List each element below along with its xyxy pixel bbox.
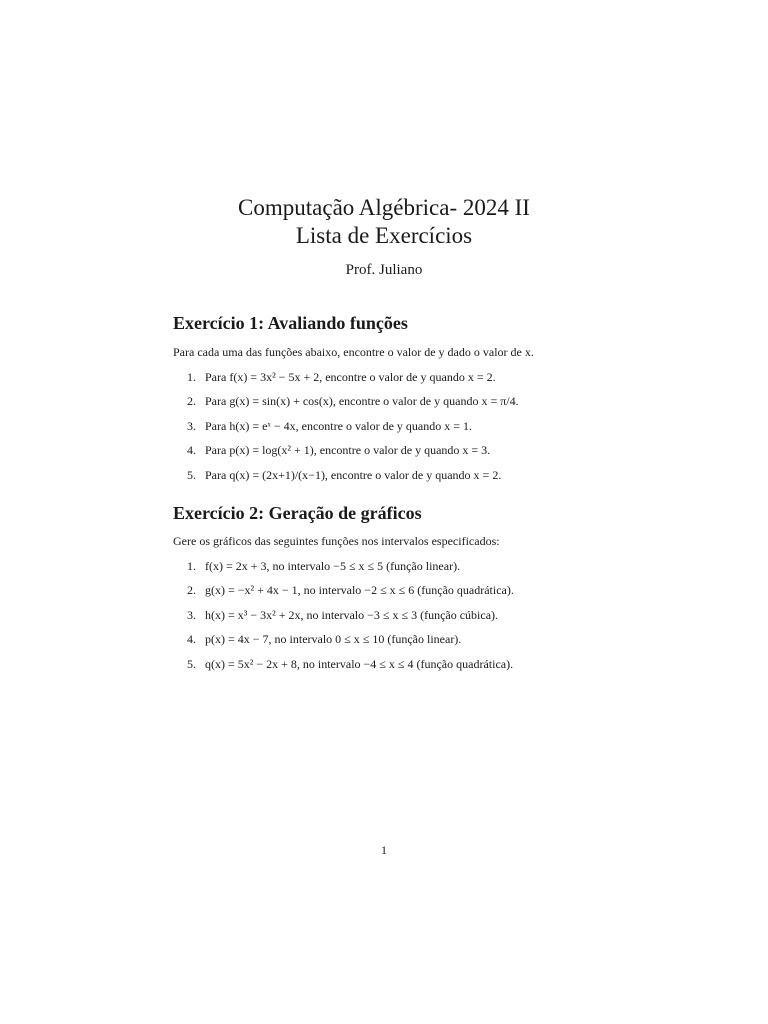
exercise-1-intro: Para cada uma das funções abaixo, encontre o valor de y dado o valor de x. <box>173 345 534 359</box>
list-item <box>187 467 501 483</box>
exercise-1-title: Exercício 1: Avaliando funções <box>173 313 408 333</box>
list-item <box>187 558 460 574</box>
item-text: Para g(x) = sin(x) + cos(x), encontre o valor de y quando x = π/4. <box>205 394 519 408</box>
title-block <box>0 194 768 250</box>
exercise-2-section <box>173 502 613 677</box>
item-text: p(x) = 4x − 7, no intervalo 0 ≤ x ≤ 10 (função linear). <box>205 632 462 646</box>
list-item <box>187 631 461 647</box>
document-subtitle: Lista de Exercícios <box>295 223 473 248</box>
author: Prof. Juliano <box>345 262 423 278</box>
document-title: Computação Algébrica- 2024 II <box>238 195 530 220</box>
item-text: Para h(x) = eˣ − 4x, encontre o valor de y quando x = 1. <box>205 419 473 433</box>
item-number: 5. <box>187 657 196 671</box>
item-number: 1. <box>187 370 196 384</box>
item-number: 3. <box>187 419 196 433</box>
item-text: g(x) = −x² + 4x − 1, no intervalo −2 ≤ x ≤ 6 (função quadrática). <box>205 583 514 597</box>
list-item <box>187 656 513 672</box>
item-text: f(x) = 2x + 3, no intervalo −5 ≤ x ≤ 5 (função linear). <box>205 559 461 573</box>
item-number: 4. <box>187 632 196 646</box>
item-number: 4. <box>187 443 196 457</box>
list-item <box>187 393 519 409</box>
item-text: Para p(x) = log(x² + 1), encontre o valor de y quando x = 3. <box>205 443 491 457</box>
exercise-2-title: Exercício 2: Geração de gráficos <box>173 503 422 523</box>
item-number: 5. <box>187 468 196 482</box>
item-text: Para q(x) = (2x+1)/(x−1), encontre o valor de y quando x = 2. <box>205 468 502 482</box>
list-item <box>187 442 490 458</box>
list-item <box>187 607 498 623</box>
list-item <box>187 418 472 434</box>
exercise-1-section <box>173 312 613 487</box>
exercise-2-intro: Gere os gráficos das seguintes funções nos intervalos especificados: <box>173 534 500 548</box>
item-number: 2. <box>187 583 196 597</box>
list-item <box>187 582 514 598</box>
item-text: h(x) = x³ − 3x² + 2x, no intervalo −3 ≤ x ≤ 3 (função cúbica). <box>205 608 499 622</box>
page-number: 1 <box>381 843 387 857</box>
item-number: 1. <box>187 559 196 573</box>
item-number: 2. <box>187 394 196 408</box>
item-text: q(x) = 5x² − 2x + 8, no intervalo −4 ≤ x ≤ 4 (função quadrática). <box>205 657 514 671</box>
item-text: Para f(x) = 3x² − 5x + 2, encontre o valor de y quando x = 2. <box>205 370 496 384</box>
list-item <box>187 369 496 385</box>
item-number: 3. <box>187 608 196 622</box>
